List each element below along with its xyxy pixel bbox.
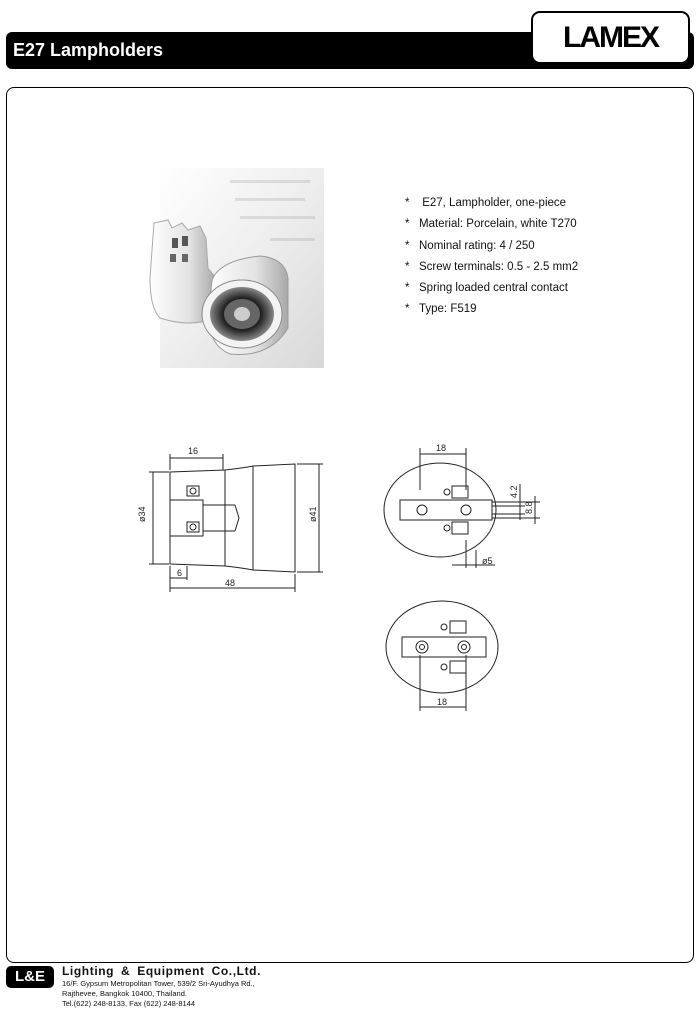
spec-bullet: * — [405, 282, 410, 295]
dim-label: 6 — [177, 568, 183, 578]
dim-label: ø5 — [482, 556, 493, 566]
dim-label: 18 — [436, 443, 447, 453]
dim-label: 18 — [437, 697, 448, 707]
spec-bullet: * — [405, 303, 410, 316]
spec-bullet: * — [405, 218, 410, 231]
dim-label: 16 — [188, 446, 199, 456]
dim-label: ø41 — [308, 506, 318, 522]
spec-text: Material: Porcelain, white T270 — [419, 218, 577, 231]
bottom-view-drawing — [380, 440, 550, 575]
spec-bullet: * — [405, 260, 410, 273]
spec-text: Nominal rating: 4 / 250 — [419, 239, 535, 252]
spec-text: Screw terminals: 0.5 - 2.5 mm2 — [419, 260, 579, 273]
company-address-line2: Rajthevee, Bangkok 10400, Thailand. — [62, 989, 187, 998]
spec-item — [405, 214, 578, 235]
spec-item — [405, 257, 578, 278]
brand-logo — [531, 11, 690, 64]
spec-bullet: * — [405, 239, 410, 252]
spec-text: E27, Lampholder, one-piece — [419, 197, 567, 209]
dim-label: ø34 — [137, 506, 147, 522]
company-name: Lighting & Equipment Co.,Ltd. — [62, 964, 262, 978]
company-logo: L&E — [6, 966, 54, 988]
page-title: E27 Lampholders — [13, 40, 164, 60]
dim-label: 48 — [225, 578, 236, 588]
dim-label: 4.2 — [509, 485, 519, 498]
spec-text: Type: F519 — [419, 303, 477, 316]
spec-text: Spring loaded central contact — [419, 282, 568, 295]
company-address-line1: 16/F. Gypsum Metropolitan Tower, 539/2 Sri-Ayudhya Rd., — [62, 979, 255, 988]
spec-item — [405, 236, 578, 257]
content-frame — [6, 87, 694, 963]
spec-bullet: * — [405, 197, 410, 209]
spec-item — [405, 278, 578, 299]
spec-item — [405, 193, 578, 214]
dim-label: 8.8 — [524, 501, 534, 514]
side-view-drawing — [135, 440, 335, 600]
brand-logo-text: LAMEX — [563, 21, 658, 54]
top-view-drawing — [380, 595, 510, 720]
company-phone: Tel.(622) 248-8133, Fax (622) 248-8144 — [62, 999, 196, 1008]
product-photo — [120, 168, 324, 368]
specs-list — [405, 193, 578, 321]
spec-item — [405, 299, 578, 320]
